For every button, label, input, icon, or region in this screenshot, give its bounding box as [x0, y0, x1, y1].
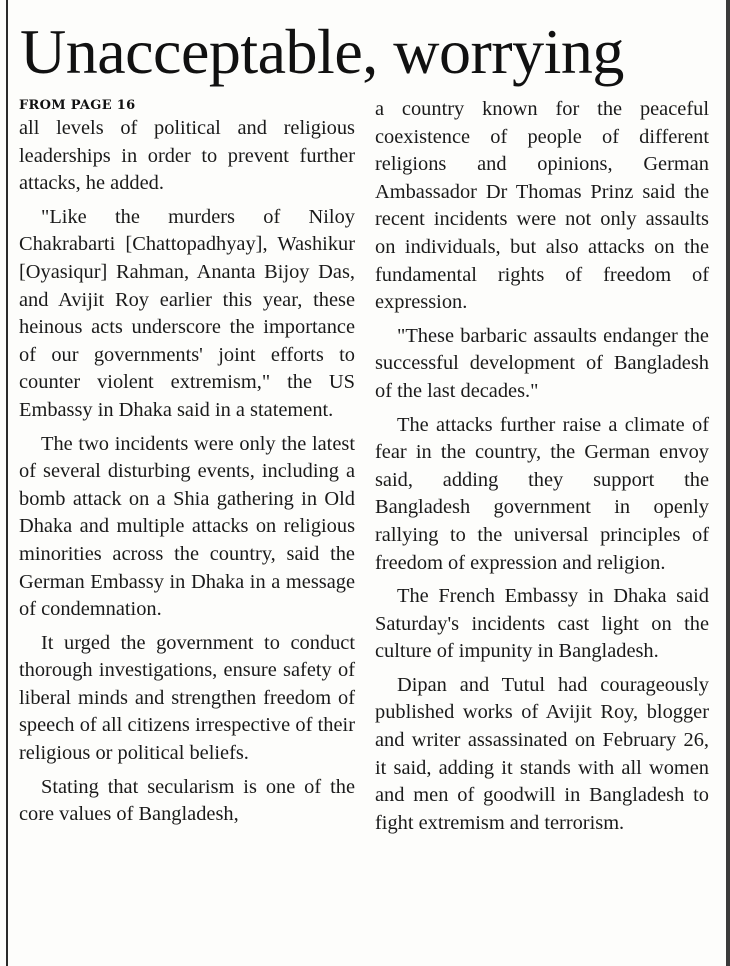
paragraph: Dipan and Tutul had courageously published works of Avijit Roy, blogger and writer assassinated on February 26, it said, adding it stands with all women and men of goodwill in Bangladesh to fight extremism and terrorism.	[375, 673, 709, 834]
headline: Unacceptable, worrying	[20, 16, 624, 87]
paragraph: The French Embassy in Dhaka said Saturday's incidents cast light on the culture of impunity in Bangladesh.	[375, 585, 709, 663]
jump-label: FROM PAGE 16	[19, 98, 136, 113]
paragraph: Stating that secularism is one of the core values of Bangladesh,	[19, 775, 355, 826]
paragraph: The two incidents were only the latest of several disturbing events, including a bomb attack on a Shia gathering in Old Dhaka and multiple attacks on religious minorities across the country, said the German Embassy in Dhaka in a message of condemnation.	[19, 432, 355, 621]
paragraph: all levels of political and religious leaderships in order to prevent further attacks, he added.	[19, 117, 355, 195]
paragraph: a country known for the peaceful coexistence of people of different religions and opinions, German Ambassador Dr Thomas Prinz said the recent incidents were not only assaults on individuals, but also attacks on the fundamental rights of freedom of expression.	[375, 98, 709, 314]
paragraph: The attacks further raise a climate of fear in the country, the German envoy said, adding they support the Bangladesh government in openly rallying to the universal principles of freedom of expression and religion.	[375, 413, 709, 574]
left-column	[19, 96, 355, 835]
clipping-left-edge	[6, 0, 8, 966]
right-column	[375, 96, 709, 843]
clipping-right-edge	[726, 0, 730, 966]
paragraph: It urged the government to conduct thorough investigations, ensure safety of liberal minds and strengthen freedom of speech of all citizens irrespective of their religious or political beliefs.	[19, 631, 355, 765]
paragraph: "These barbaric assaults endanger the successful development of Bangladesh of the last decades."	[375, 324, 709, 402]
paragraph: "Like the murders of Niloy Chakrabarti [Chattopadhyay], Washikur [Oyasiqur] Rahman, Ananta Bijoy Das, and Avijit Roy earlier this year, these heinous acts underscore the importance of our governments' joint efforts to counter violent extremism," the US Embassy in Dhaka said in a statement.	[19, 205, 355, 421]
